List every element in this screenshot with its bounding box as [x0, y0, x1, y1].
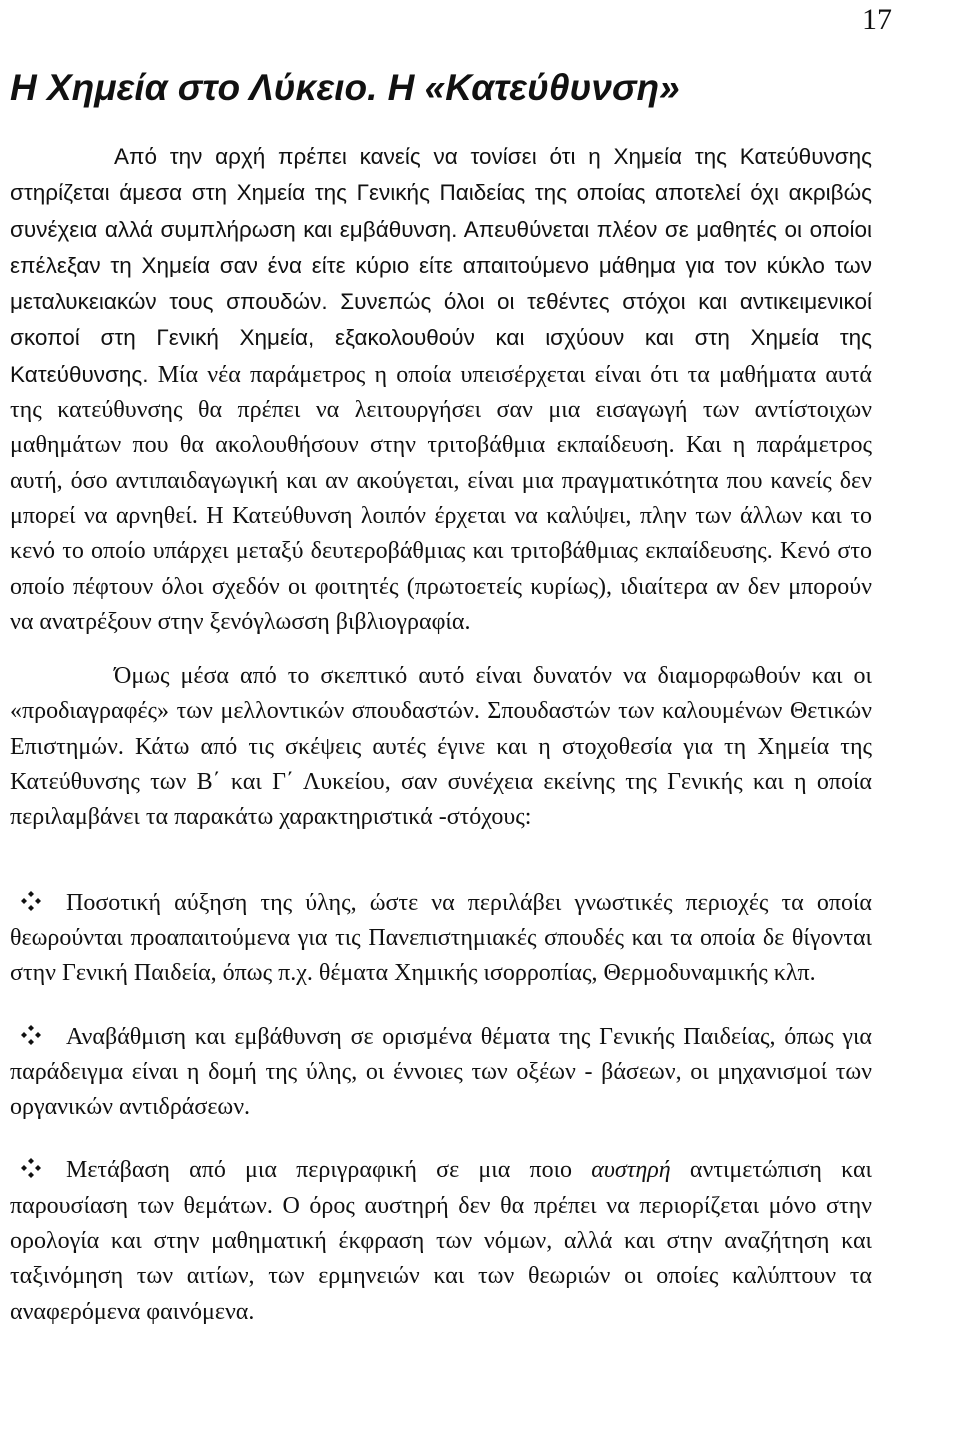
four-diamond-bullet-icon	[20, 1024, 42, 1046]
goals-list	[10, 886, 872, 1330]
list-item-text: Ποσοτική αύξηση της ύλης, ώστε να περιλάβει γνωστικές περιοχές τα οποία θεωρούνται προαπαιτούμενα για τις Πανεπιστημιακές σπουδές και τα οποία δε θίγονται στην Γενική Παιδεία, όπως π.χ. θέματα Χημικής ισορροπίας, Θερμοδυναμικής κλπ.	[10, 889, 872, 987]
body-text	[10, 139, 872, 1330]
four-diamond-bullet-icon	[20, 1157, 42, 1179]
list-item-text: αντιμετώπιση και παρουσίαση των θεμάτων. Ο όρος αυστηρή δεν θα πρέπει να περιορίζεται μόνο στην ορολογία και στην μαθηματική έκφραση των νόμων, αλλά και στην αναζήτηση και ταξινόμηση των αιτίων, των ερμηνειών και των θεωριών οι οποίες καλύπτουν τα αναφερόμενα φαινόμενα.	[10, 1157, 873, 1325]
page-number: 17	[862, 3, 892, 36]
section-title: Η Χημεία στο Λύκειο. Η «Κατεύθυνση»	[10, 67, 680, 108]
four-diamond-bullet-icon	[20, 890, 42, 912]
list-item-text: Μετάβαση από μια περιγραφική σε μια ποιο	[66, 1157, 592, 1184]
list-item	[10, 886, 872, 992]
paragraph-text: Όμως μέσα από το σκεπτικό αυτό είναι δυνατόν να διαμορφωθούν και οι «προδιαγραφές» των μελλοντικών σπουδαστών. Σπουδαστών των καλουμένων Θετικών Επιστημών. Κάτω από τις σκέψεις αυτές έγινε και η στοχοθεσία για τη Χημεία της Κατεύθυνσης των Β΄ και Γ΄ Λυκείου, σαν συνέχεια εκείνης της Γενικής και η οποία περιλαμβάνει τα παρακάτω χαρακτηριστικά -στόχους:	[10, 663, 872, 831]
emphasis-text: αυστηρή	[591, 1157, 671, 1184]
paragraph-text: Από την αρχή πρέπει κανείς να τονίσει ότι η Χημεία της Κατεύθυνσης στηρίζεται άμεσα στη Χημεία της Γενικής Παιδείας της οποίας αποτελεί όχι ακριβώς συνέχεια αλλά συμπλήρωση και εμβάθυνση. Απευθύνεται πλέον σε μαθητές οι οποίοι επέλεξαν τη Χημεία σαν ένα είτε κύριο είτε απαιτούμενο μάθημα για τον κύκλο των μεταλυκειακών τους σπουδών. Συνεπώς όλοι οι τεθέντες στόχοι και αντικειμενικοί σκοποί στη Γενική Χημεία, εξακολουθούν και ισχύουν και στη Χημεία της Κατεύθυνσης.	[10, 144, 872, 387]
paragraph	[10, 139, 872, 640]
paragraph	[10, 659, 872, 835]
paragraph-text: Μία νέα παράμετρος η οποία υπεισέρχεται είναι ότι τα μαθήματα αυτά της κατεύθυνσης θα πρέπει να λειτουργήσει σαν μια εισαγωγή των αντίστοιχων μαθημάτων που θα ακολουθήσουν στην τριτοβάθμια εκπαίδευση. Και η παράμετρος αυτή, όσο αντιπαιδαγωγική και αν ακούγεται, είναι μια πραγματικότητα που κανείς δεν μπορεί να αρνηθεί. Η Κατεύθυνση λοιπόν έρχεται να καλύψει, πλην των άλλων και το κενό το οποίο υπάρχει μεταξύ δευτεροβάθμιας και τριτοβάθμιας εκπαίδευσης. Κενό στο οποίο πέφτουν όλοι σχεδόν οι φοιτητές (πρωτοετείς κυρίως), ιδιαίτερα αν δεν μπορούν να ανατρέξουν στην ξενόγλωσση βιβλιογραφία.	[10, 361, 872, 635]
list-item	[10, 1020, 872, 1126]
list-item	[10, 1153, 872, 1329]
list-item-text: Αναβάθμιση και εμβάθυνση σε ορισμένα θέματα της Γενικής Παιδείας, όπως για παράδειγμα είναι η δομή της ύλης, οι έννοιες των οξέων - βάσεων, οι μηχανισμοί των οργανικών αντιδράσεων.	[10, 1023, 872, 1121]
